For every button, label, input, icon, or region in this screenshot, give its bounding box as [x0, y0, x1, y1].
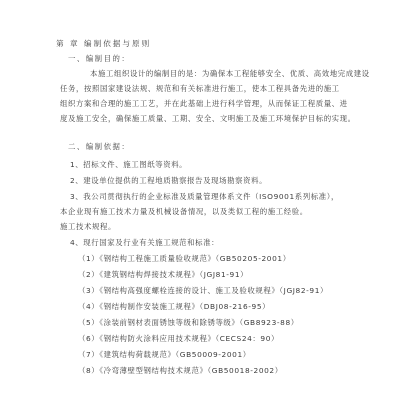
standard-item: （7）《建筑结构荷载规范》（GB50009-2001） [78, 350, 251, 359]
purpose-paragraph-line: 任务，按照国家建设法规、规范和有关标准进行施工，使本工程具备先进的施工 [60, 84, 340, 93]
standard-item: （8）《冷弯薄壁型钢结构技术规范》（GB50018-2002） [78, 366, 283, 375]
purpose-paragraph-line: 组织方案和合理的施工工艺，并在此基础上进行科学管理，从而保证工程质量、进 [60, 99, 348, 108]
section-title-basis: 二、编制依据： [68, 142, 131, 151]
basis-item: 本企业现有施工技术力量及机械设备情况，以及类似工程的施工经验。 [60, 207, 308, 216]
standard-item: （6）《钢结构防火涂料应用技术规程》（CECS24：90） [78, 334, 280, 343]
basis-item: 3、我公司贯彻执行的企业标准及质量管理体系文件（ISO9001系列标准）， [70, 192, 340, 201]
purpose-paragraph-line: 本施工组织设计的编制目的是：为确保本工程能够安全、优质、高效地完成建设 [90, 69, 370, 78]
standard-item: （5）《涂装前钢材表面锈蚀等级和除锈等级》（GB8923-88） [78, 318, 299, 327]
standard-item: （4）《钢结构制作安装施工规程》（DBJ08-216-95） [78, 302, 271, 311]
basis-item: 2、建设单位提供的工程地质勘察报告及现场勘察资料。 [70, 176, 268, 185]
standard-item: （3）《钢结构高强度螺栓连接的设计、施工及验收规程》（JGJ82-91） [78, 286, 329, 295]
purpose-paragraph-line: 度及施工安全，确保施工质量、工期、安全、文明施工及施工环境保护目标的实现。 [60, 114, 356, 123]
standard-item: （1）《钢结构工程施工质量验收规范》（GB50205-2001） [78, 254, 291, 263]
basis-item: 4、现行国家及行业有关施工规范和标准： [70, 238, 220, 247]
section-title-purpose: 一、编制目的： [68, 54, 131, 63]
basis-item: 1、招标文件、施工图纸等资料。 [70, 160, 188, 169]
chapter-title: 第 章 编制依据与原则 [56, 39, 152, 48]
basis-item: 施工技术规程。 [60, 222, 116, 231]
standard-item: （2）《建筑钢结构焊接技术规程》（JGJ81-91） [78, 270, 249, 279]
